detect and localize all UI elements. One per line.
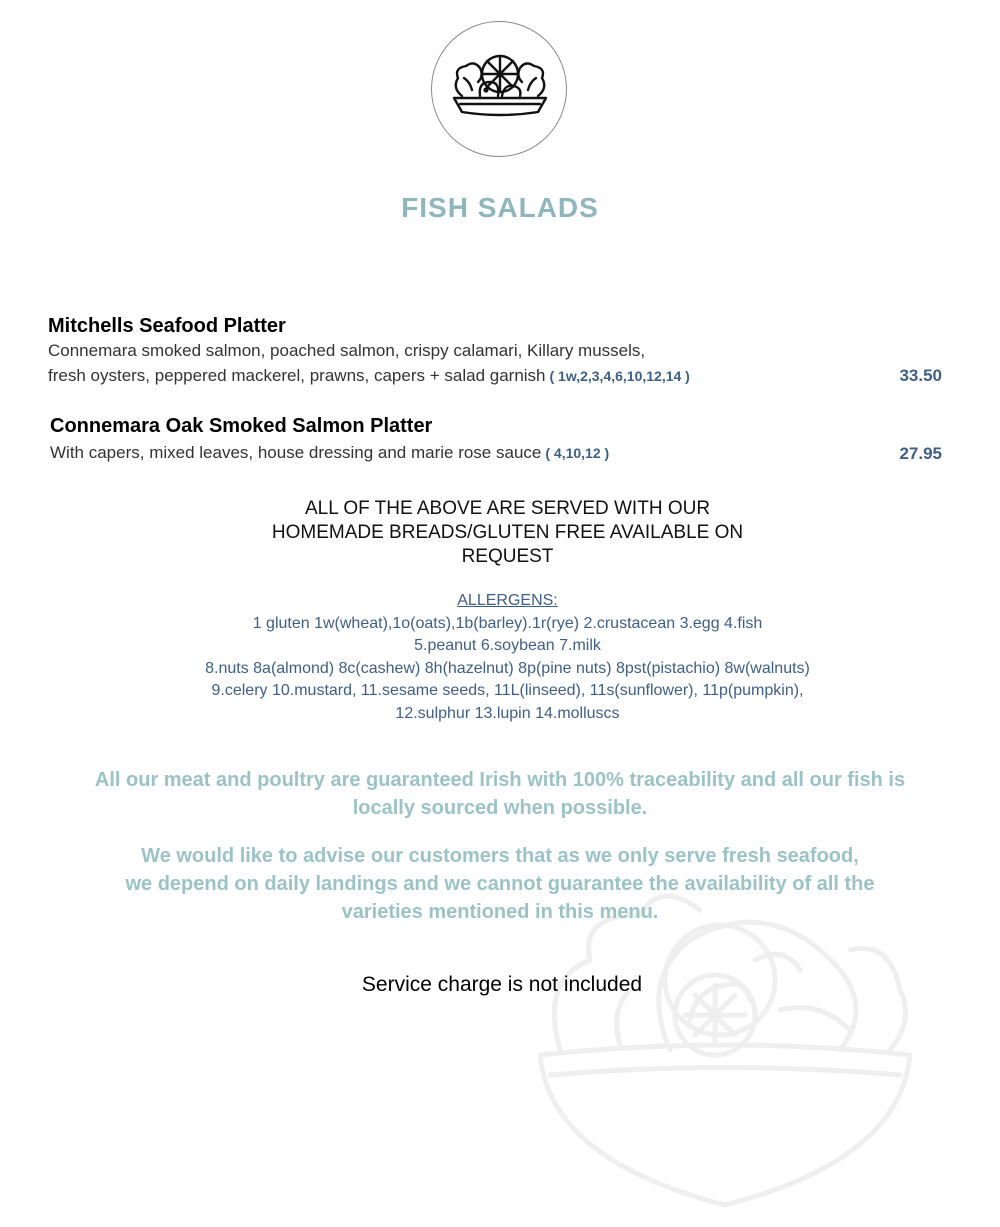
note-line: All our meat and poultry are guaranteed Irish with 100% traceability and all our fish is	[94, 769, 906, 791]
menu-item-description	[50, 440, 850, 466]
salad-bowl-icon	[450, 52, 550, 124]
description-line	[48, 363, 848, 389]
served-line: HOMEMADE BREADS/GLUTEN FREE AVAILABLE ON	[271, 522, 744, 543]
note-line: we depend on daily landings and we cannot guarantee the availability of all the	[125, 873, 875, 895]
description-line: Connemara smoked salmon, poached salmon, crispy calamari, Killary mussels,	[48, 341, 646, 360]
allergen-line: 5.peanut 6.soybean 7.milk	[414, 637, 601, 654]
served-line: REQUEST	[461, 546, 554, 567]
note-line: varieties mentioned in this menu.	[341, 901, 659, 923]
allergen-codes: ( 4,10,12 )	[545, 445, 610, 461]
description-text: With capers, mixed leaves, house dressing and marie rose sauce	[50, 443, 542, 462]
allergen-line: 1 gluten 1w(wheat),1o(oats),1b(barley).1r(rye) 2.crustacean 3.egg 4.fish	[252, 614, 763, 632]
menu-item-price: 27.95	[899, 444, 942, 463]
traceability-note	[90, 766, 910, 822]
allergen-codes: ( 1w,2,3,4,6,10,12,14 )	[549, 368, 690, 384]
section-title: FISH SALADS	[401, 192, 599, 223]
menu-item-price: 33.50	[899, 366, 942, 385]
description-text: fresh oysters, peppered mackerel, prawns, capers + salad garnish	[48, 366, 546, 385]
menu-item-description	[48, 338, 848, 389]
note-line: locally sourced when possible.	[352, 797, 648, 819]
allergen-line: 12.sulphur 13.lupin 14.molluscs	[395, 704, 620, 722]
allergen-line: 9.celery 10.mustard, 11.sesame seeds, 11L(linseed), 11s(sunflower), 11p(pumpkin),	[211, 682, 804, 699]
seafood-availability-note	[90, 842, 910, 926]
service-charge-note: Service charge is not included	[361, 973, 643, 996]
description-line	[50, 440, 850, 466]
served-with-note	[230, 497, 785, 569]
note-line: We would like to advise our customers that as we only serve fresh seafood,	[141, 845, 859, 867]
allergen-heading: ALLERGENS:	[457, 592, 558, 609]
menu-item-name: Mitchells Seafood Platter	[48, 315, 286, 337]
menu-item-name: Connemara Oak Smoked Salmon Platter	[50, 415, 433, 437]
served-line: ALL OF THE ABOVE ARE SERVED WITH OUR	[304, 498, 711, 519]
allergen-key	[150, 590, 865, 725]
allergen-line: 8.nuts 8a(almond) 8c(cashew) 8h(hazelnut) 8p(pine nuts) 8pst(pistachio) 8w(walnuts)	[205, 659, 810, 677]
logo-badge	[431, 21, 567, 157]
